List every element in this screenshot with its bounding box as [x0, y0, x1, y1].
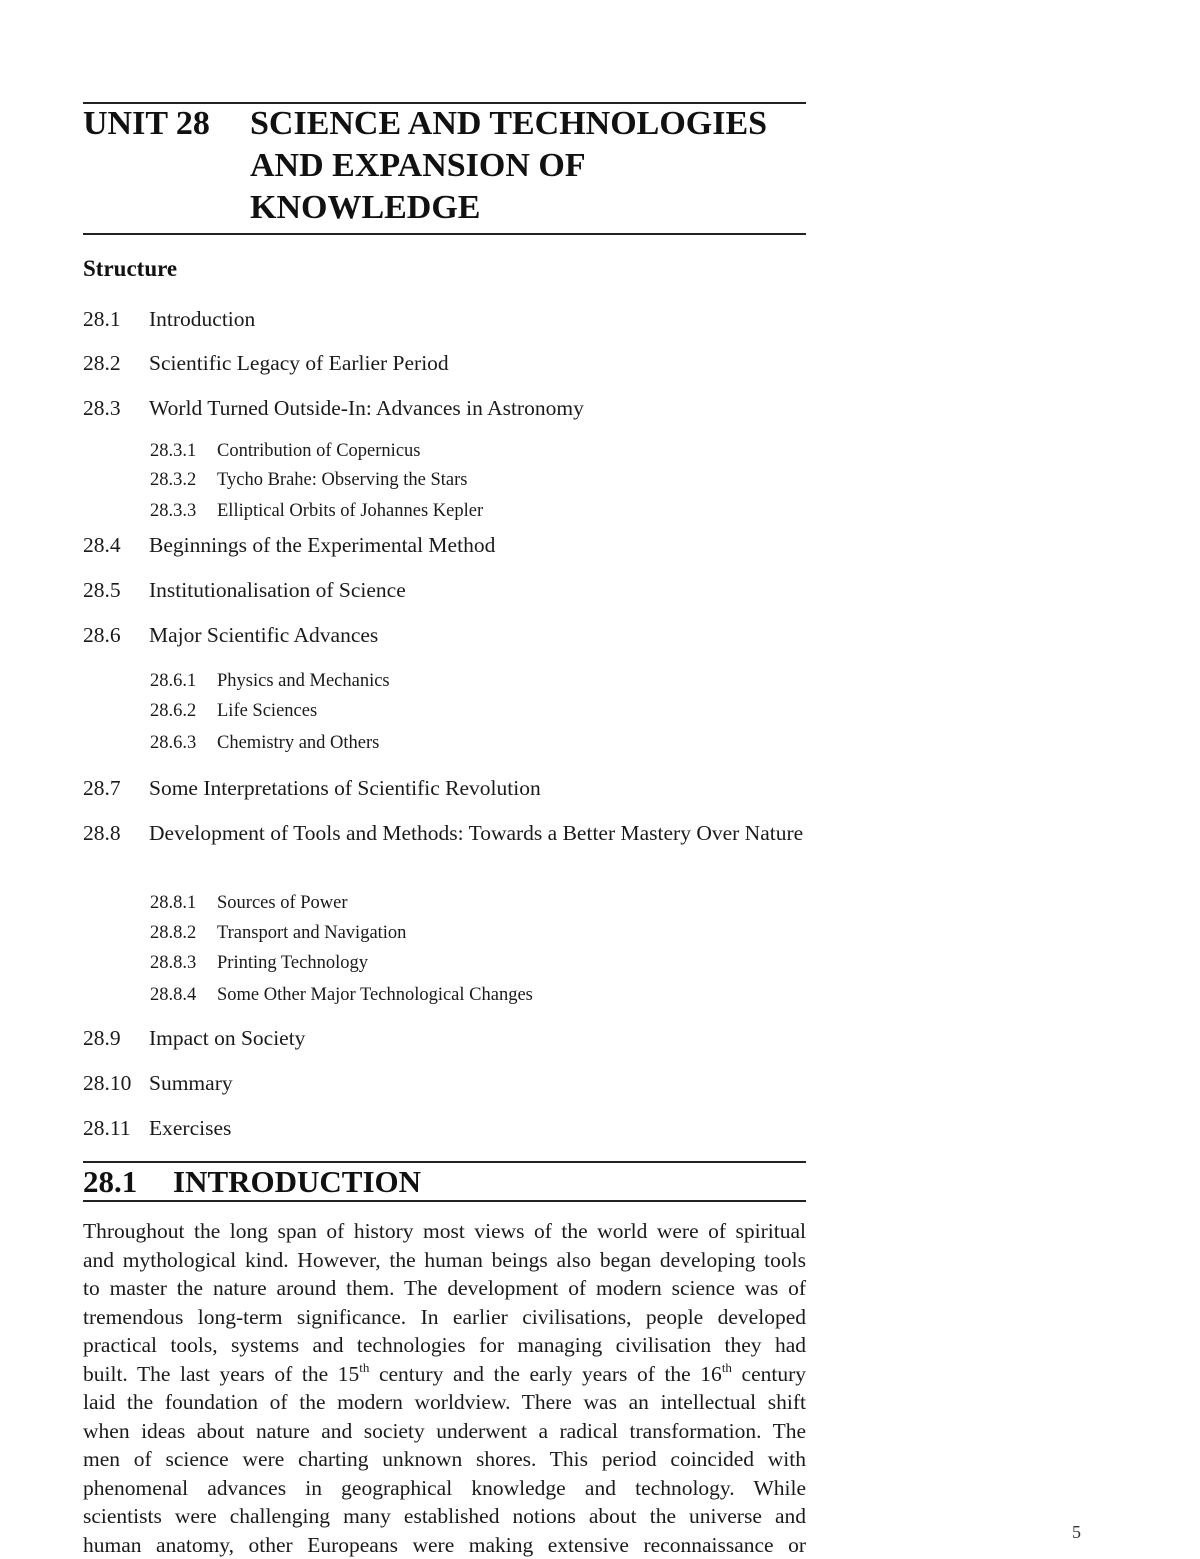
toc-item-label: Development of Tools and Methods: Towards a Better Mastery Over Nature: [149, 819, 808, 847]
toc-item-label: Major Scientific Advances: [149, 621, 808, 649]
paragraph-line: tremendous long-term significance. In earlier civilisations, people developed: [83, 1303, 806, 1332]
title-bottom-rule: [83, 233, 806, 235]
toc-subitem-label: Elliptical Orbits of Johannes Kepler: [217, 501, 483, 521]
toc-subitem: [150, 468, 467, 492]
toc-subitem-number: 28.8.3: [150, 951, 217, 975]
toc-subitem-number: 28.8.1: [150, 891, 217, 915]
section-bottom-rule: [83, 1200, 806, 1202]
toc-item-number: 28.6: [83, 621, 121, 649]
toc-item-number: 28.8: [83, 819, 121, 847]
toc-item-label: Beginnings of the Experimental Method: [149, 531, 808, 559]
toc-subitem-label: Transport and Navigation: [217, 923, 406, 943]
toc-subitem-label: Tycho Brahe: Observing the Stars: [217, 470, 467, 490]
toc-item-label: Introduction: [149, 305, 808, 333]
paragraph-line: [83, 1360, 806, 1389]
paragraph-line: human anatomy, other Europeans were making extensive reconnaissance or: [83, 1531, 806, 1559]
unit-title-line: SCIENCE AND TECHNOLOGIES: [250, 103, 810, 145]
toc-subitem: [150, 699, 317, 723]
paragraph-line: practical tools, systems and technologies for managing civilisation they had: [83, 1331, 806, 1360]
superscript: th: [359, 1360, 369, 1375]
unit-number: UNIT 28: [83, 103, 210, 145]
toc-item-label: Exercises: [149, 1114, 808, 1142]
line-text: built. The last years of the 15: [83, 1362, 359, 1386]
paragraph-line: men of science were charting unknown shores. This period coincided with: [83, 1445, 806, 1474]
toc-subitem: [150, 951, 368, 975]
structure-heading: Structure: [83, 256, 177, 282]
paragraph-line: when ideas about nature and society underwent a radical transformation. The: [83, 1417, 806, 1446]
line-text: century and the early years of the 16: [369, 1362, 721, 1386]
toc-item-number: 28.7: [83, 774, 121, 802]
toc-subitem-number: 28.3.3: [150, 499, 217, 523]
toc-subitem-label: Chemistry and Others: [217, 733, 379, 753]
toc-subitem-label: Physics and Mechanics: [217, 671, 390, 691]
toc-subitem-label: Contribution of Copernicus: [217, 441, 420, 461]
unit-title-line: KNOWLEDGE: [250, 187, 810, 229]
toc-subitem: [150, 669, 390, 693]
unit-title-line: AND EXPANSION OF: [250, 145, 810, 187]
toc-item-number: 28.10: [83, 1069, 131, 1097]
paragraph-line: laid the foundation of the modern worldview. There was an intellectual shift: [83, 1388, 806, 1417]
page-number: 5: [1072, 1522, 1081, 1543]
toc-subitem-label: Printing Technology: [217, 953, 368, 973]
introduction-paragraph: [83, 1217, 806, 1559]
toc-item-number: 28.5: [83, 576, 121, 604]
toc-item-number: 28.4: [83, 531, 121, 559]
toc-subitem-number: 28.6.1: [150, 669, 217, 693]
paragraph-line: scientists were challenging many established notions about the universe and: [83, 1502, 806, 1531]
toc-item-label: Scientific Legacy of Earlier Period: [149, 349, 808, 377]
toc-subitem-number: 28.3.1: [150, 439, 217, 463]
toc-item-number: 28.3: [83, 394, 121, 422]
paragraph-line: to master the nature around them. The development of modern science was of: [83, 1274, 806, 1303]
toc-subitem: [150, 439, 420, 463]
paragraph-line: phenomenal advances in geographical knowledge and technology. While: [83, 1474, 806, 1503]
toc-subitem: [150, 499, 483, 523]
toc-item-label: Institutionalisation of Science: [149, 576, 808, 604]
toc-subitem-number: 28.3.2: [150, 468, 217, 492]
toc-item-number: 28.1: [83, 305, 121, 333]
superscript: th: [722, 1360, 732, 1375]
toc-item-label: Impact on Society: [149, 1024, 808, 1052]
toc-subitem-label: Sources of Power: [217, 893, 348, 913]
toc-subitem-label: Life Sciences: [217, 701, 317, 721]
paragraph-line: and mythological kind. However, the human beings also began developing tools: [83, 1246, 806, 1275]
toc-subitem: [150, 983, 533, 1007]
toc-subitem-number: 28.6.2: [150, 699, 217, 723]
toc-subitem: [150, 731, 379, 755]
section-title: INTRODUCTION: [173, 1164, 421, 1199]
line-text: century: [732, 1362, 806, 1386]
paragraph-line: Throughout the long span of history most views of the world were of spiritual: [83, 1217, 806, 1246]
toc-item-label: Summary: [149, 1069, 808, 1097]
toc-subitem-number: 28.8.4: [150, 983, 217, 1007]
toc-item-number: 28.11: [83, 1114, 131, 1142]
toc-item-number: 28.9: [83, 1024, 121, 1052]
toc-subitem: [150, 891, 348, 915]
section-heading: [83, 1163, 421, 1201]
unit-title: [250, 103, 810, 229]
toc-subitem: [150, 921, 406, 945]
toc-subitem-number: 28.8.2: [150, 921, 217, 945]
toc-subitem-label: Some Other Major Technological Changes: [217, 985, 533, 1005]
toc-item-number: 28.2: [83, 349, 121, 377]
toc-item-label: Some Interpretations of Scientific Revolution: [149, 774, 808, 802]
toc-item-label: World Turned Outside-In: Advances in Astronomy: [149, 394, 808, 422]
section-number: 28.1: [83, 1163, 173, 1201]
toc-subitem-number: 28.6.3: [150, 731, 217, 755]
